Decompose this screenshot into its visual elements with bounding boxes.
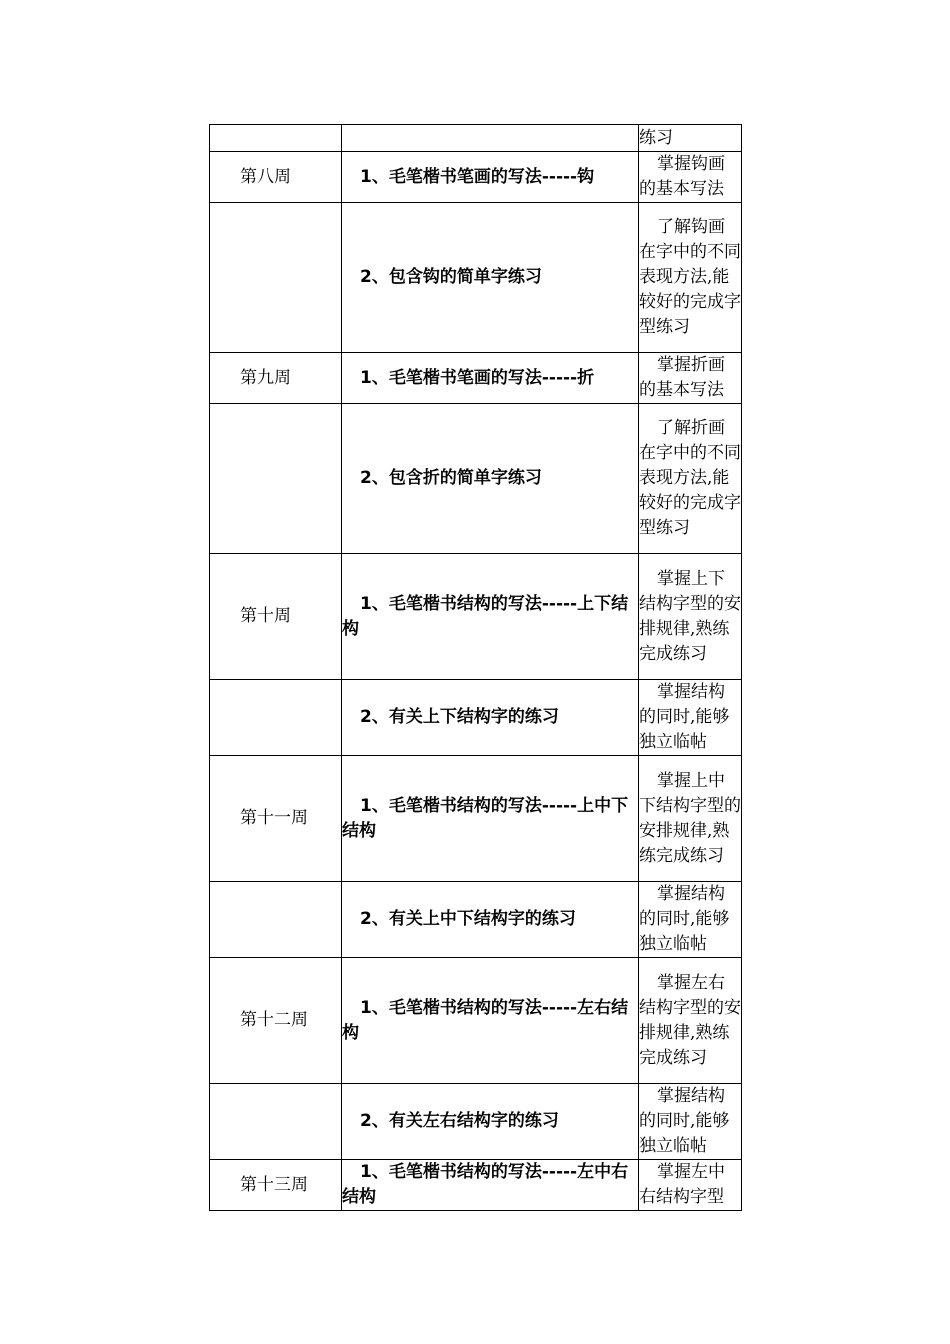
table-row bbox=[210, 958, 742, 1084]
goal-cell: 掌握结构的同时,能够独立临帖 bbox=[639, 882, 742, 958]
goal-cell: 掌握上中下结构字型的安排规律,熟练完成练习 bbox=[639, 756, 742, 882]
content-cell: 1、毛笔楷书结构的写法-----左中右结构 bbox=[342, 1160, 639, 1211]
content-cell: 2、有关上下结构字的练习 bbox=[342, 680, 639, 756]
content-cell: 1、毛笔楷书结构的写法-----上中下结构 bbox=[342, 756, 639, 882]
content-cell bbox=[342, 125, 639, 152]
goal-cell: 掌握结构的同时,能够独立临帖 bbox=[639, 1084, 742, 1160]
week-cell: 第十二周 bbox=[210, 958, 342, 1084]
table-row bbox=[210, 882, 742, 958]
week-cell bbox=[210, 203, 342, 353]
goal-cell: 掌握钩画的基本写法 bbox=[639, 152, 742, 203]
week-cell bbox=[210, 404, 342, 554]
content-cell: 1、毛笔楷书笔画的写法-----折 bbox=[342, 353, 639, 404]
goal-cell: 掌握左中右结构字型 bbox=[639, 1160, 742, 1211]
table-row bbox=[210, 353, 742, 404]
teaching-plan-table bbox=[209, 124, 742, 1211]
table-row bbox=[210, 152, 742, 203]
table-row bbox=[210, 756, 742, 882]
goal-cell: 掌握上下结构字型的安排规律,熟练完成练习 bbox=[639, 554, 742, 680]
content-cell: 1、毛笔楷书结构的写法-----上下结构 bbox=[342, 554, 639, 680]
week-cell: 第十一周 bbox=[210, 756, 342, 882]
table-row bbox=[210, 1160, 742, 1211]
content-cell: 1、毛笔楷书笔画的写法-----钩 bbox=[342, 152, 639, 203]
table-row bbox=[210, 404, 742, 554]
content-cell: 1、毛笔楷书结构的写法-----左右结构 bbox=[342, 958, 639, 1084]
week-cell: 第十周 bbox=[210, 554, 342, 680]
goal-cell: 了解钩画在字中的不同表现方法,能较好的完成字型练习 bbox=[639, 203, 742, 353]
goal-cell: 掌握折画的基本写法 bbox=[639, 353, 742, 404]
content-cell: 2、包含钩的简单字练习 bbox=[342, 203, 639, 353]
goal-cell: 练习 bbox=[639, 125, 742, 152]
week-cell bbox=[210, 1084, 342, 1160]
table-row bbox=[210, 203, 742, 353]
week-cell: 第九周 bbox=[210, 353, 342, 404]
table-row bbox=[210, 554, 742, 680]
goal-cell: 掌握结构的同时,能够独立临帖 bbox=[639, 680, 742, 756]
table-row bbox=[210, 125, 742, 152]
week-cell: 第八周 bbox=[210, 152, 342, 203]
week-cell: 第十三周 bbox=[210, 1160, 342, 1211]
goal-cell: 掌握左右结构字型的安排规律,熟练完成练习 bbox=[639, 958, 742, 1084]
content-cell: 2、包含折的简单字练习 bbox=[342, 404, 639, 554]
week-cell bbox=[210, 680, 342, 756]
content-cell: 2、有关左右结构字的练习 bbox=[342, 1084, 639, 1160]
table-row bbox=[210, 680, 742, 756]
week-cell bbox=[210, 125, 342, 152]
week-cell bbox=[210, 882, 342, 958]
goal-cell: 了解折画在字中的不同表现方法,能较好的完成字型练习 bbox=[639, 404, 742, 554]
table-row bbox=[210, 1084, 742, 1160]
content-cell: 2、有关上中下结构字的练习 bbox=[342, 882, 639, 958]
